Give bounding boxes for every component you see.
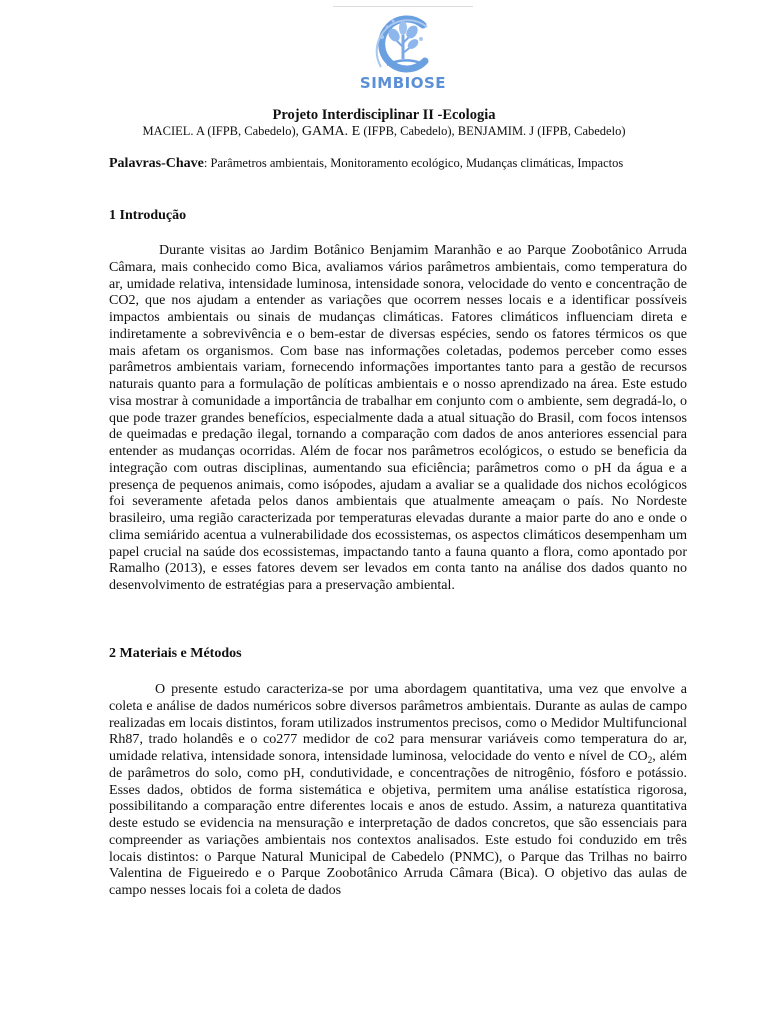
tree-logo-icon [367, 13, 439, 75]
intro-body: Durante visitas ao Jardim Botânico Benjamim Maranhão e ao Parque Zoobotânico Arruda Câmara, mais conhecido como Bica, avaliamos vários parâmetros ambientais, como temperatura do ar, umidade relativa, intensidade luminosa, intensidade sonora, velocidade do vento e concentração de CO2, que nos ajudam a entender as variações que ocorrem nesses locais e a identificar possíveis impactos ambientais ou sinais de mudanças climáticas. Fatores climáticos influenciam direta e indiretamente a sobrevivência e o bem-estar de diversas espécies, sendo os fatores térmicos os que mais afetam os organismos. Com base nas informações coletadas, podemos perceber como esses parâmetros ambientais variam, fornecendo informações importantes tanto para a gestão de recursos naturais quanto para a formulação de políticas ambientais e o nosso aprendizado na área. Este estudo visa mostrar à comunidade a importância de trabalhar em conjunto com o ambiente, sem degradá-lo, o que pode trazer grandes benefícios, especialmente dada a atual situação do Brasil, com focos intensos de queimadas e predação ilegal, tornando a comparação com dados de anos anteriores essencial para entender as mudanças ocorridas. Além de focar nos parâmetros ecológicos, o estudo se beneficia da integração com outras disciplinas, aumentando sua eficiência; parâmetros como o pH da água e a presença de pequenos animais, como isópodes, ajudam a avaliar se a qualidade dos nichos ecológicos foi severamente afetada pelos danos ambientais que atualmente ameaçam o país. No Nordeste brasileiro, uma região caracterizada por temperaturas elevadas durante a maior parte do ano e onde o clima semiárido acentua a vulnerabilidade dos ecossistemas, os aspectos climáticos desempenham um papel crucial na saúde dos ecossistemas, impactando tanto a fauna quanto a flora, como apontado por Ramalho (2013), e esses fatores devem ser levados em conta tanto na análise dos dados quanto no desenvolvimento de estratégias para a preservação ambiental. [109, 242, 687, 593]
author-2-name: GAMA. E [301, 124, 361, 139]
keywords-label: Palavras-Chave [109, 156, 204, 171]
section-heading-methods: 2 Materiais e Métodos [109, 646, 242, 661]
logo [333, 6, 473, 94]
logo-text: SIMBIOSE [359, 74, 447, 92]
co2-subscript: 2 [647, 755, 653, 765]
keywords-text: : Parâmetros ambientais, Monitoramento ecológico, Mudanças climáticas, Impactos [203, 156, 624, 170]
document-title: Projeto Interdisciplinar II -Ecologia [272, 107, 496, 123]
methods-paragraph [109, 681, 687, 899]
keywords-line [109, 156, 623, 172]
author-1: MACIEL. A (IFPB, Cabedelo), [142, 124, 302, 138]
authors-line [0, 124, 768, 140]
section-heading-intro: 1 Introdução [109, 208, 187, 223]
intro-paragraph [109, 242, 687, 594]
methods-body-a: O presente estudo caracteriza-se por uma abordagem quantitativa, uma vez que envolve a coleta e análise de dados numéricos sobre diversos parâmetros ambientais. Durante as aulas de campo realizadas em locais distintos, foram utilizados instrumentos precisos, como o Medidor Multifuncional Rh87, trado holandês e o co277 medidor de co2 para mensurar variáveis como temperatura do ar, umidade relativa, intensidade sonora, intensidade luminosa, velocidade do vento e nível de CO [109, 681, 687, 764]
methods-body-b: , além de parâmetros do solo, como pH, condutividade, e concentrações de nitrogênio, fósforo e potássio. Esses dados, obtidos de forma sistemática e objetiva, permitem uma análise estatística rigorosa, possibilitando a comparação entre diferentes locais e anos de estudo. Assim, a natureza quantitativa deste estudo se evidencia na mensuração e interpretação de dados concretos, que são essenciais para compreender as variações ambientais nos contextos analisados. Este estudo foi conduzido em três locais distintos: o Parque Natural Municipal de Cabedelo (PNMC), o Parque das Trilhas no bairro Valentina de Figueiredo e o Parque Zoobotânico Arruda Câmara (Bica). O objetivo das aulas de campo nesses locais foi a coleta de dados [109, 748, 687, 898]
author-2-rest: (IFPB, Cabedelo), BENJAMIM. J (IFPB, Cabedelo) [360, 124, 626, 138]
